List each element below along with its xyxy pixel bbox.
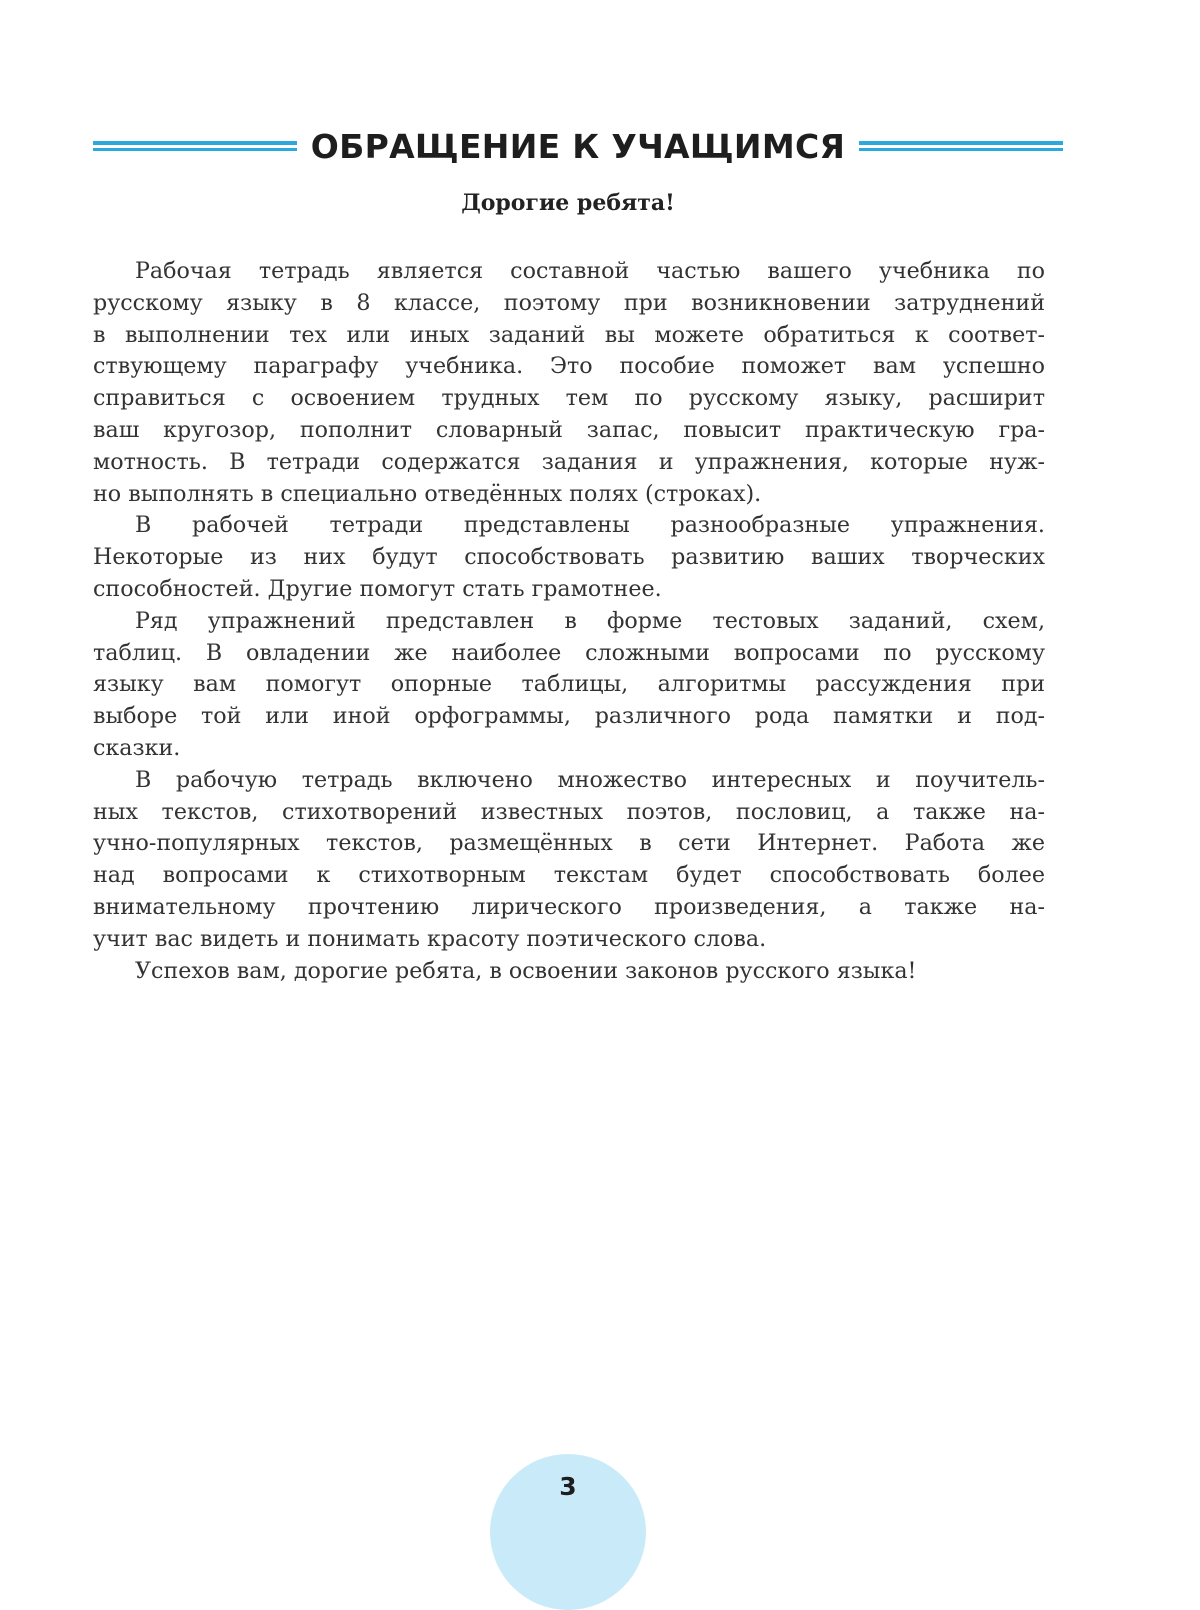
text-line: Успехов вам, дорогие ребята, в освоении законов русского языка! [135, 957, 917, 984]
text-line: выборе той или иной орфограммы, различного рода памятки и под- [93, 703, 1045, 730]
text-line: В рабочую тетрадь включено множество интересных и поучитель- [135, 766, 1045, 793]
page-number-badge [490, 1454, 646, 1610]
text-line: ваш кругозор, пополнит словарный запас, повысит практическую гра- [93, 416, 1045, 443]
text-line: над вопросами к стихотворным текстам будет способствовать более [93, 862, 1045, 889]
text-line: Рабочая тетрадь является составной частью вашего учебника по [135, 258, 1045, 284]
text-line: Ряд упражнений представлен в форме тестовых заданий, схем, [135, 607, 1045, 634]
page-number: 3 [559, 1472, 577, 1501]
heading-left-decoration [93, 140, 297, 152]
text-line: но выполнять в специально отведённых полях (строках). [93, 480, 762, 507]
page-title: ОБРАЩЕНИЕ К УЧАЩИМСЯ [310, 126, 846, 166]
text-line: Некоторые из них будут способствовать развитию ваших творческих [93, 544, 1045, 571]
text-line: в выполнении тех или иных заданий вы можете обратиться к соответ- [93, 321, 1045, 348]
text-line: внимательному прочтению лирического произведения, а также на- [93, 893, 1045, 920]
text-line: ных текстов, стихотворений известных поэтов, пословиц, а также на- [93, 798, 1045, 825]
text-line: учно-популярных текстов, размещённых в сети Интернет. Работа же [93, 830, 1045, 857]
text-line: учит вас видеть и понимать красоту поэтического слова. [93, 925, 767, 952]
text-line: таблиц. В овладении же наиболее сложными вопросами по русскому [93, 639, 1045, 666]
text-line: сказки. [93, 734, 181, 761]
text-line: справиться с освоением трудных тем по русскому языку, расширит [93, 385, 1045, 412]
text-line: языку вам помогут опорные таблицы, алгоритмы рассуждения при [93, 671, 1045, 698]
greeting: Дорогие ребята! [461, 190, 675, 216]
text-line: способностей. Другие помогут стать грамотнее. [93, 575, 662, 602]
heading-right-decoration [859, 140, 1063, 152]
text-line: мотность. В тетради содержатся задания и упражнения, которые нуж- [93, 448, 1045, 475]
body-text [93, 256, 1045, 987]
text-line: В рабочей тетради представлены разнообразные упражнения. [135, 512, 1045, 539]
text-line: русскому языку в 8 классе, поэтому при возникновении затруднений [93, 289, 1045, 316]
text-line: ствующему параграфу учебника. Это пособие поможет вам успешно [93, 353, 1045, 380]
section-heading [93, 120, 1063, 172]
